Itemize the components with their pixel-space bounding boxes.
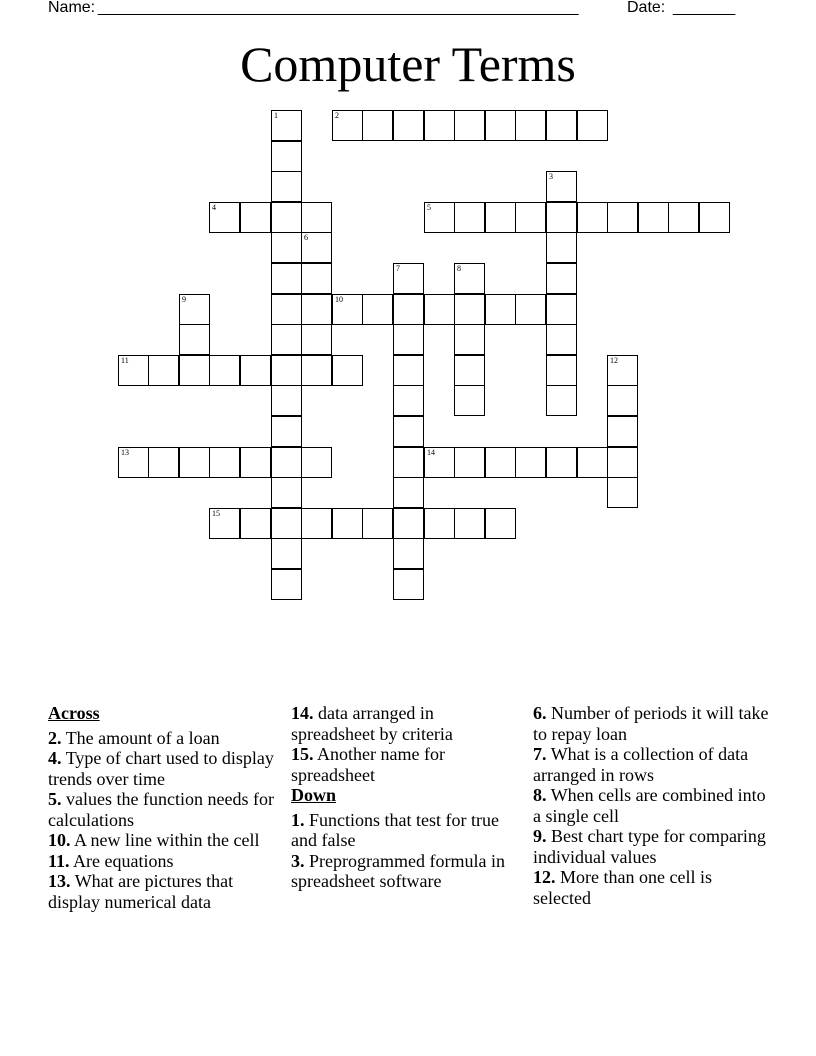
crossword-cell[interactable]: [301, 447, 332, 478]
crossword-cell[interactable]: [485, 508, 516, 539]
crossword-cell-9[interactable]: [179, 294, 210, 325]
crossword-cell[interactable]: [454, 202, 485, 233]
crossword-cell[interactable]: [668, 202, 699, 233]
crossword-cell[interactable]: [301, 324, 332, 355]
name-label: Name:: [48, 0, 96, 16]
clue-across-4: 4. Type of chart used to display trends over time: [48, 748, 274, 789]
crossword-cell-11[interactable]: [118, 355, 149, 386]
crossword-cell[interactable]: [454, 110, 485, 141]
name-blank[interactable]: ______________________________________________________: [98, 0, 579, 16]
crossword-cell-1[interactable]: [271, 110, 302, 141]
crossword-cell[interactable]: [699, 202, 730, 233]
crossword-cell[interactable]: [301, 355, 332, 386]
crossword-cell[interactable]: [454, 294, 485, 325]
down-heading: Down: [291, 785, 337, 805]
crossword-cell[interactable]: [485, 202, 516, 233]
crossword-cell[interactable]: [546, 294, 577, 325]
crossword-cell[interactable]: [515, 110, 546, 141]
crossword-cell[interactable]: [240, 447, 271, 478]
crossword-cell[interactable]: [179, 355, 210, 386]
crossword-cell[interactable]: [148, 447, 179, 478]
crossword-cell[interactable]: [271, 508, 302, 539]
crossword-cell[interactable]: [179, 447, 210, 478]
crossword-cell[interactable]: [393, 110, 424, 141]
clue-down-8: 8. When cells are combined into a single cell: [533, 785, 766, 826]
crossword-cell[interactable]: [240, 508, 271, 539]
crossword-cell-13[interactable]: [118, 447, 149, 478]
crossword-cell[interactable]: [546, 110, 577, 141]
clue-across-11: 11. Are equations: [48, 850, 174, 871]
crossword-cell-14[interactable]: [424, 447, 455, 478]
crossword-cell[interactable]: [240, 202, 271, 233]
crossword-cell[interactable]: [393, 447, 424, 478]
crossword-cell-7[interactable]: [393, 263, 424, 294]
crossword-cell-4[interactable]: [209, 202, 240, 233]
crossword-cell[interactable]: [485, 294, 516, 325]
crossword-cell[interactable]: [607, 477, 638, 508]
crossword-cell[interactable]: [424, 294, 455, 325]
clue-down-6: 6. Number of periods it will take to repay loan: [533, 703, 769, 744]
crossword-cell[interactable]: [393, 385, 424, 416]
clue-number: 15: [212, 509, 220, 518]
crossword-cell[interactable]: [546, 355, 577, 386]
crossword-cell[interactable]: [148, 355, 179, 386]
clue-down-1: 1. Functions that test for true and false: [291, 809, 499, 850]
clue-down-9: 9. Best chart type for comparing individual values: [533, 826, 766, 867]
clue-number: 12: [610, 356, 618, 365]
clue-number: 4: [212, 203, 216, 212]
crossword-cell[interactable]: [209, 355, 240, 386]
crossword-cell[interactable]: [271, 232, 302, 263]
crossword-cell[interactable]: [271, 141, 302, 172]
crossword-cell[interactable]: [362, 294, 393, 325]
clue-number: 2: [335, 111, 339, 120]
crossword-cell[interactable]: [454, 324, 485, 355]
clue-down-3: 3. Preprogrammed formula in spreadsheet software: [291, 850, 505, 891]
crossword-cell[interactable]: [301, 508, 332, 539]
crossword-cell[interactable]: [332, 508, 363, 539]
crossword-cell[interactable]: [362, 508, 393, 539]
clue-number: 8: [457, 264, 461, 273]
crossword-cell-5[interactable]: [424, 202, 455, 233]
crossword-cell[interactable]: [301, 294, 332, 325]
crossword-cell[interactable]: [424, 508, 455, 539]
crossword-cell[interactable]: [546, 232, 577, 263]
clue-number: 7: [396, 264, 400, 273]
clue-number: 11: [121, 356, 129, 365]
clue-number: 1: [274, 111, 278, 120]
crossword-cell[interactable]: [607, 416, 638, 447]
crossword-cell[interactable]: [546, 263, 577, 294]
crossword-cell[interactable]: [546, 385, 577, 416]
crossword-cell[interactable]: [454, 508, 485, 539]
across-heading: Across: [48, 703, 100, 723]
crossword-cell[interactable]: [485, 447, 516, 478]
clues-column-1: [48, 703, 278, 912]
crossword-cell[interactable]: [393, 355, 424, 386]
crossword-cell[interactable]: [393, 569, 424, 600]
crossword-cell[interactable]: [240, 355, 271, 386]
clue-number: 14: [427, 448, 435, 457]
crossword-cell[interactable]: [179, 324, 210, 355]
clues-column-3: [533, 703, 773, 908]
crossword-cell[interactable]: [271, 294, 302, 325]
crossword-cell[interactable]: [393, 294, 424, 325]
crossword-cell[interactable]: [271, 263, 302, 294]
clue-across-2: 2. The amount of a loan: [48, 727, 220, 748]
crossword-cell[interactable]: [271, 569, 302, 600]
crossword-cell[interactable]: [607, 447, 638, 478]
crossword-cell[interactable]: [424, 110, 455, 141]
crossword-cell[interactable]: [393, 477, 424, 508]
crossword-cell[interactable]: [393, 538, 424, 569]
clue-number: 3: [549, 172, 553, 181]
crossword-cell[interactable]: [607, 385, 638, 416]
crossword-cell[interactable]: [454, 447, 485, 478]
clue-number: 5: [427, 203, 431, 212]
crossword-cell[interactable]: [577, 447, 608, 478]
crossword-cell[interactable]: [271, 355, 302, 386]
crossword-cell[interactable]: [301, 202, 332, 233]
crossword-cell-8[interactable]: [454, 263, 485, 294]
crossword-cell[interactable]: [546, 324, 577, 355]
clue-down-12: 12. More than one cell is selected: [533, 867, 712, 908]
crossword-cell[interactable]: [271, 477, 302, 508]
crossword-cell[interactable]: [271, 416, 302, 447]
crossword-cell[interactable]: [271, 171, 302, 202]
crossword-cell[interactable]: [271, 538, 302, 569]
crossword-cell[interactable]: [607, 202, 638, 233]
crossword-cell[interactable]: [485, 110, 516, 141]
crossword-cell[interactable]: [393, 416, 424, 447]
crossword-cell[interactable]: [271, 447, 302, 478]
crossword-cell[interactable]: [454, 385, 485, 416]
crossword-cell[interactable]: [515, 202, 546, 233]
clue-across-14: 14. data arranged in spreadsheet by criteria: [291, 703, 453, 744]
crossword-cell-2[interactable]: [332, 110, 363, 141]
clue-number: 10: [335, 295, 343, 304]
crossword-cell[interactable]: [332, 355, 363, 386]
crossword-cell[interactable]: [546, 202, 577, 233]
crossword-cell[interactable]: [271, 202, 302, 233]
crossword-cell-10[interactable]: [332, 294, 363, 325]
crossword-cell[interactable]: [271, 324, 302, 355]
clue-across-5: 5. values the function needs for calculations: [48, 789, 274, 830]
clue-number: 9: [182, 295, 186, 304]
crossword-cell[interactable]: [638, 202, 669, 233]
crossword-cell[interactable]: [271, 385, 302, 416]
crossword-cell[interactable]: [393, 324, 424, 355]
clues-column-2: [291, 703, 521, 892]
crossword-cell[interactable]: [515, 447, 546, 478]
crossword-cell[interactable]: [301, 263, 332, 294]
crossword-cell[interactable]: [515, 294, 546, 325]
clue-down-7: 7. What is a collection of data arranged in rows: [533, 744, 749, 785]
crossword-cell-3[interactable]: [546, 171, 577, 202]
clue-across-15: 15. Another name for spreadsheet: [291, 744, 445, 785]
crossword-cell[interactable]: [577, 110, 608, 141]
crossword-cell[interactable]: [209, 447, 240, 478]
crossword-cell[interactable]: [577, 202, 608, 233]
crossword-cell-15[interactable]: [209, 508, 240, 539]
clue-number: 13: [121, 448, 129, 457]
crossword-cell[interactable]: [454, 355, 485, 386]
page-title: Computer Terms: [240, 36, 576, 92]
clue-across-13: 13. What are pictures that display numerical data: [48, 871, 234, 912]
clue-number: 6: [304, 233, 308, 242]
crossword-cell[interactable]: [546, 447, 577, 478]
crossword-cell-12[interactable]: [607, 355, 638, 386]
crossword-cell[interactable]: [362, 110, 393, 141]
crossword-cell[interactable]: [393, 508, 424, 539]
clue-across-10: 10. A new line within the cell: [48, 830, 260, 850]
date-blank[interactable]: _______: [673, 0, 736, 16]
crossword-cell-6[interactable]: [301, 232, 332, 263]
date-label: Date:: [627, 0, 666, 16]
